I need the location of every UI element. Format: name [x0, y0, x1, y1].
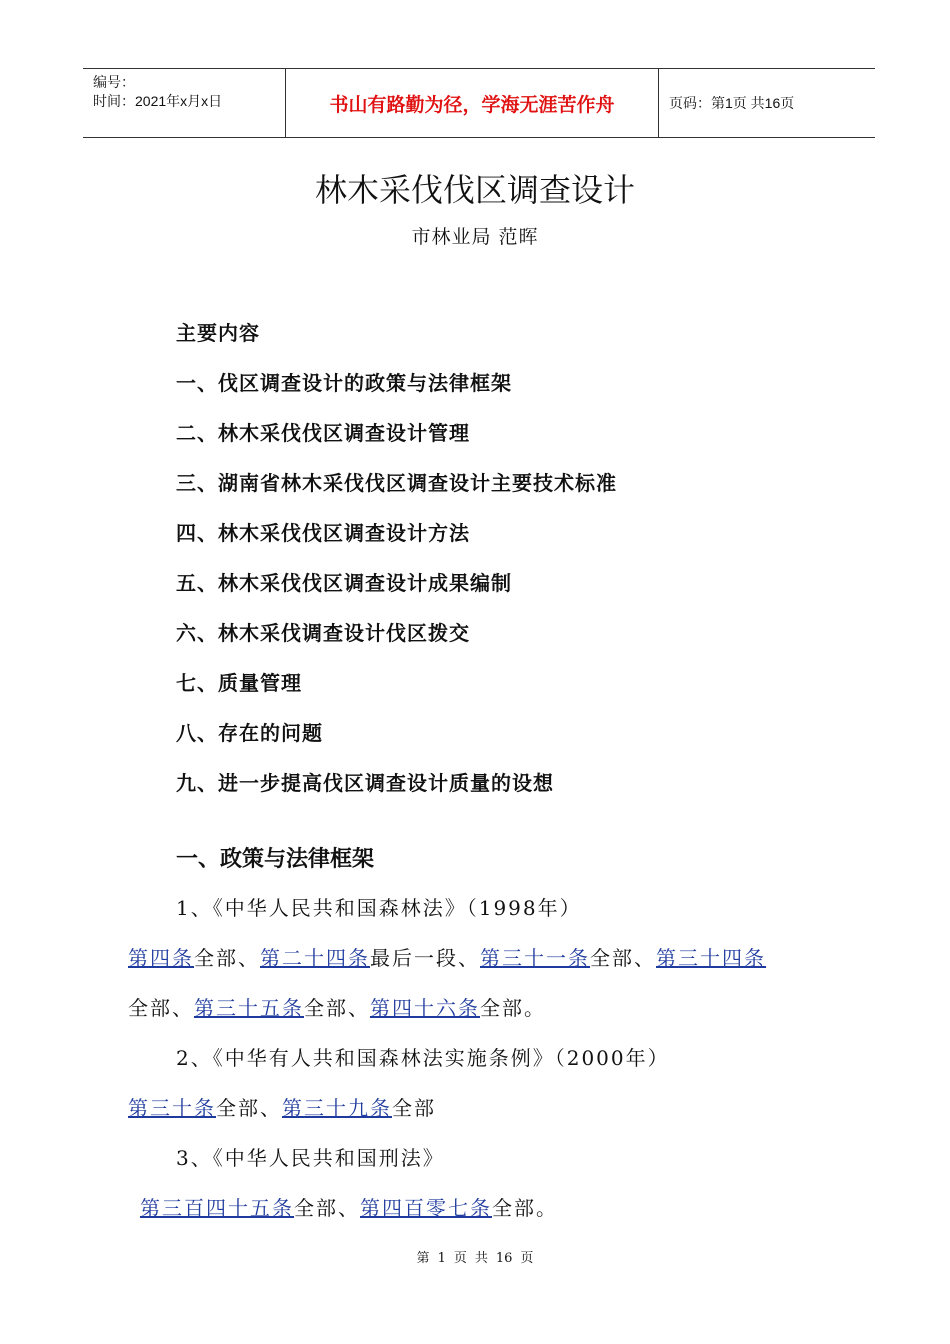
- table-of-contents: [176, 318, 617, 818]
- article-link[interactable]: 第三十五条: [194, 996, 304, 1020]
- article-link[interactable]: 第三十一条: [480, 946, 590, 970]
- toc-item: 九、进一步提高伐区调查设计质量的设想: [176, 771, 554, 795]
- toc-item: 二、林木采伐伐区调查设计管理: [176, 421, 470, 445]
- toc-item: 八、存在的问题: [176, 721, 323, 745]
- article-link[interactable]: 第四条: [128, 946, 194, 970]
- page-footer: 第 1 页 共 16 页: [416, 1251, 534, 1266]
- law-articles-line: 第三百四十五条全部、第四百零七条全部。: [140, 1196, 558, 1220]
- article-link[interactable]: 第三十条: [128, 1096, 216, 1120]
- article-link[interactable]: 第四百零七条: [360, 1196, 492, 1220]
- toc-item: 六、林木采伐调查设计伐区拨交: [176, 621, 470, 645]
- time-label: 时间：2021年x月x日: [93, 93, 223, 109]
- article-link[interactable]: 第四十六条: [370, 996, 480, 1020]
- document-author: 市林业局 范晖: [411, 226, 539, 248]
- page-number: 1: [437, 1251, 446, 1266]
- law-articles-line: 第四条全部、第二十四条最后一段、第三十一条全部、第三十四条: [128, 946, 766, 970]
- law-title: 1、《中华人民共和国森林法》（1998年）: [176, 896, 582, 920]
- law-articles-line: 全部、第三十五条全部、第四十六条全部。: [128, 996, 546, 1020]
- header-meta: [93, 73, 222, 111]
- article-link[interactable]: 第三十四条: [656, 946, 766, 970]
- number-label: 编号：: [93, 74, 135, 90]
- law-title: 2、《中华有人共和国森林法实施条例》（2000年）: [176, 1046, 670, 1070]
- article-link[interactable]: 第三百四十五条: [140, 1196, 294, 1220]
- article-link[interactable]: 第二十四条: [260, 946, 370, 970]
- header-divider: [658, 69, 659, 137]
- document-header: [83, 68, 875, 138]
- header-page-info: 页码：第1页 共16页: [669, 95, 795, 111]
- toc-item: 四、林木采伐伐区调查设计方法: [176, 521, 470, 545]
- law-title: 3、《中华人民共和国刑法》: [176, 1146, 445, 1170]
- section-heading: 一、政策与法律框架: [176, 847, 375, 872]
- law-articles-line: 第三十条全部、第三十九条全部: [128, 1096, 436, 1120]
- toc-heading: 主要内容: [176, 321, 260, 345]
- toc-item: 一、伐区调查设计的政策与法律框架: [176, 371, 512, 395]
- total-pages: 16: [495, 1251, 513, 1266]
- article-link[interactable]: 第三十九条: [282, 1096, 392, 1120]
- document-title: 林木采伐伐区调查设计: [314, 171, 635, 209]
- header-motto: 书山有路勤为径，学海无涯苦作舟: [329, 93, 615, 116]
- toc-item: 三、湖南省林木采伐伐区调查设计主要技术标准: [176, 471, 617, 495]
- toc-item: 五、林木采伐伐区调查设计成果编制: [176, 571, 512, 595]
- toc-item: 七、质量管理: [176, 671, 302, 695]
